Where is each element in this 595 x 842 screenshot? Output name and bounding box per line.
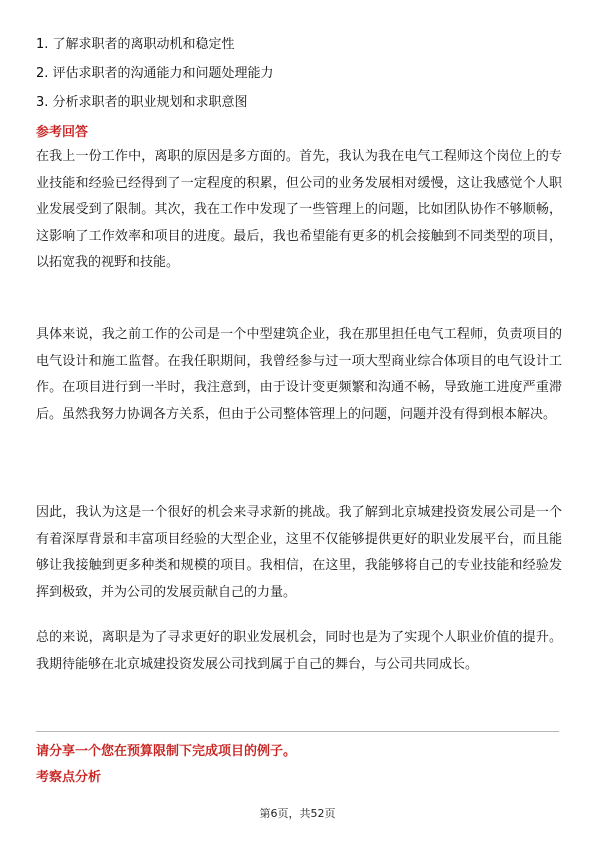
reference-answer-heading: 参考回答 [36,125,89,140]
list-item: 1. 了解求职者的离职动机和稳定性 [36,37,235,52]
next-question: 请分享一个您在预算限制下完成项目的例子。 [36,744,297,759]
answer-paragraph-3: 因此，我认为这是一个很好的机会来寻求新的挑战。我了解到北京城建投资发展公司是一个有着深厚背景和丰富项目经验的大型企业，这里不仅能够提供更好的职业发展平台，而且能够让我接触到更多种类和规模的项目。我相信，在这里，我能够将自己的专业技能和经验发挥到极致，并为公司的发展贡献自己的力量。 [36,505,562,600]
list-item: 2. 评估求职者的沟通能力和问题处理能力 [36,66,274,81]
answer-paragraph-4: 总的来说，离职是为了寻求更好的职业发展机会，同时也是为了实现个人职业价值的提升。我期待能够在北京城建投资发展公司找到属于自己的舞台，与公司共同成长。 [36,630,562,672]
answer-paragraph-2: 具体来说，我之前工作的公司是一个中型建筑企业，我在那里担任电气工程师，负责项目的电气设计和施工监督。在我任职期间，我曾经参与过一项大型商业综合体项目的电气设计工作。在项目进行到一半时，我注意到，由于设计变更频繁和沟通不畅，导致施工进度严重滞后。虽然我努力协调各方关系，但由于公司整体管理上的问题，问题并没有得到根本解决。 [36,327,562,422]
list-item: 3. 分析求职者的职业规划和求职意图 [36,95,248,110]
section-divider [36,731,559,732]
analysis-heading: 考察点分析 [36,770,102,785]
evaluation-points-list [36,31,556,118]
answer-paragraph-1: 在我上一份工作中，离职的原因是多方面的。首先，我认为我在电气工程师这个岗位上的专业技能和经验已经得到了一定程度的积累，但公司的业务发展相对缓慢，这让我感觉个人职业发展受到了限制。其次，我在工作中发现了一些管理上的问题，比如团队协作不够顺畅，这影响了工作效率和项目的进度。最后，我也希望能有更多的机会接触到不同类型的项目，以拓宽我的视野和技能。 [36,149,562,271]
page-number-footer: 第6页，共52页 [259,807,336,820]
